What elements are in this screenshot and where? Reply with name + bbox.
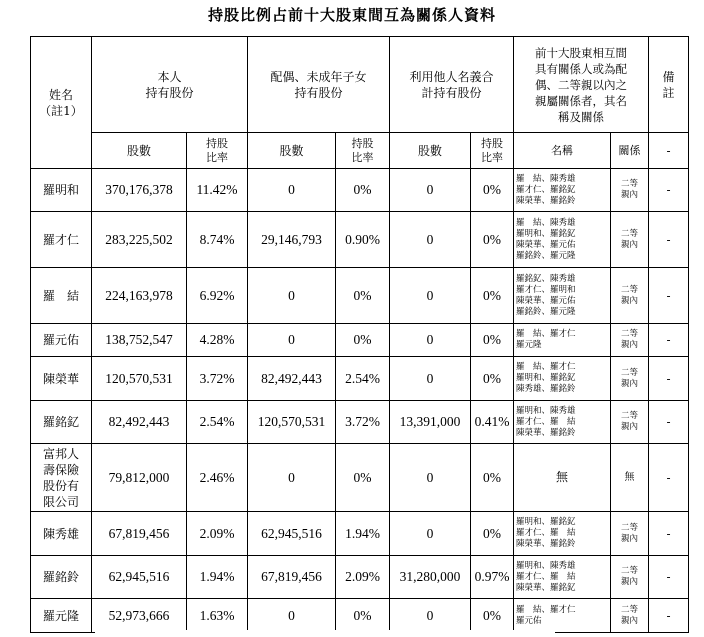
self-ratio: 4.28%: [187, 324, 248, 357]
remark: -: [649, 169, 689, 212]
remark: -: [649, 401, 689, 444]
remark: -: [649, 212, 689, 268]
related-names: 羅明和、陳秀雄 羅才仁、羅 結 陳榮華、羅銘鈴: [514, 401, 611, 444]
spouse-shares: 0: [248, 599, 336, 633]
spouse-ratio: 3.72%: [336, 401, 390, 444]
remark: -: [649, 512, 689, 556]
relation-type: 二等 親內: [611, 512, 649, 556]
spouse-ratio: 0.90%: [336, 212, 390, 268]
shareholder-name: 羅明和: [31, 169, 92, 212]
spouse-ratio: 2.09%: [336, 556, 390, 599]
shareholder-name: 羅元隆: [31, 599, 92, 633]
nominee-ratio: 0%: [471, 512, 514, 556]
header-self-shares: 股數: [92, 133, 187, 169]
header-nominee-ratio: 持股 比率: [471, 133, 514, 169]
header-spouse: 配偶、未成年子女 持有股份: [248, 37, 390, 133]
relation-type: 二等 親內: [611, 169, 649, 212]
nominee-shares: 0: [390, 444, 471, 512]
self-ratio: 3.72%: [187, 357, 248, 401]
nominee-ratio: 0.41%: [471, 401, 514, 444]
shareholder-name: 陳榮華: [31, 357, 92, 401]
header-nominee-shares: 股數: [390, 133, 471, 169]
nominee-ratio: 0%: [471, 324, 514, 357]
page-bottom-mask: [95, 630, 555, 633]
header-spouse-ratio: 持股 比率: [336, 133, 390, 169]
related-names: 羅 結、羅才仁 羅明和、羅銘釔 陳秀雄、羅銘鈴: [514, 357, 611, 401]
remark: -: [649, 324, 689, 357]
table-row: [31, 268, 689, 324]
spouse-ratio: 0%: [336, 169, 390, 212]
table-row: [31, 169, 689, 212]
self-shares: 62,945,516: [92, 556, 187, 599]
nominee-shares: 0: [390, 512, 471, 556]
nominee-ratio: 0%: [471, 599, 514, 633]
header-nominee: 利用他人名義合 計持有股份: [390, 37, 514, 133]
self-ratio: 2.54%: [187, 401, 248, 444]
nominee-ratio: 0.97%: [471, 556, 514, 599]
nominee-ratio: 0%: [471, 444, 514, 512]
shareholder-name: 羅銘鈴: [31, 556, 92, 599]
related-names: 羅 結、陳秀雄 羅明和、羅銘釔 陳榮華、羅元佑 羅銘鈴、羅元隆: [514, 212, 611, 268]
self-ratio: 6.92%: [187, 268, 248, 324]
self-shares: 138,752,547: [92, 324, 187, 357]
spouse-ratio: 1.94%: [336, 512, 390, 556]
spouse-shares: 0: [248, 444, 336, 512]
nominee-shares: 0: [390, 268, 471, 324]
nominee-shares: 0: [390, 357, 471, 401]
self-shares: 224,163,978: [92, 268, 187, 324]
relation-type: 二等 親內: [611, 357, 649, 401]
spouse-shares: 62,945,516: [248, 512, 336, 556]
header-rel-name: 名稱: [514, 133, 611, 169]
spouse-ratio: 0%: [336, 268, 390, 324]
shareholder-name: 富邦人 壽保險 股份有 限公司: [31, 444, 92, 512]
nominee-ratio: 0%: [471, 212, 514, 268]
table-row: [31, 556, 689, 599]
relation-type: 二等 親內: [611, 324, 649, 357]
nominee-shares: 0: [390, 599, 471, 633]
table-row: [31, 357, 689, 401]
spouse-shares: 0: [248, 169, 336, 212]
relation-type: 二等 親內: [611, 212, 649, 268]
relation-type: 無: [611, 444, 649, 512]
nominee-ratio: 0%: [471, 357, 514, 401]
related-names: 羅 結、陳秀雄 羅才仁、羅銘釔 陳榮華、羅銘鈴: [514, 169, 611, 212]
related-names: 羅明和、陳秀雄 羅才仁、羅 結 陳榮華、羅銘釔: [514, 556, 611, 599]
spouse-shares: 82,492,443: [248, 357, 336, 401]
self-shares: 120,570,531: [92, 357, 187, 401]
shareholder-table: [30, 36, 689, 633]
remark: -: [649, 268, 689, 324]
spouse-ratio: 0%: [336, 324, 390, 357]
self-shares: 79,812,000: [92, 444, 187, 512]
shareholder-name: 陳秀雄: [31, 512, 92, 556]
spouse-ratio: 0%: [336, 599, 390, 633]
page-title: 持股比例占前十大股東間互為關係人資料: [207, 6, 496, 24]
self-ratio: 1.63%: [187, 599, 248, 633]
self-ratio: 1.94%: [187, 556, 248, 599]
nominee-ratio: 0%: [471, 268, 514, 324]
related-names: 羅 結、羅才仁 羅元佑: [514, 599, 611, 633]
shareholder-name: 羅 結: [31, 268, 92, 324]
relation-type: 二等 親內: [611, 556, 649, 599]
spouse-shares: 0: [248, 268, 336, 324]
spouse-shares: 120,570,531: [248, 401, 336, 444]
self-ratio: 11.42%: [187, 169, 248, 212]
remark: -: [649, 444, 689, 512]
spouse-ratio: 0%: [336, 444, 390, 512]
self-shares: 370,176,378: [92, 169, 187, 212]
remark: -: [649, 599, 689, 633]
header-self-ratio: 持股 比率: [187, 133, 248, 169]
header-spouse-shares: 股數: [248, 133, 336, 169]
relation-type: 二等 親內: [611, 401, 649, 444]
self-ratio: 2.09%: [187, 512, 248, 556]
self-ratio: 8.74%: [187, 212, 248, 268]
relation-type: 二等 親內: [611, 599, 649, 633]
related-names: 羅 結、羅才仁 羅元隆: [514, 324, 611, 357]
remark: -: [649, 357, 689, 401]
table-row: [31, 599, 689, 633]
header-remark: 備 註: [649, 37, 689, 133]
table-row: [31, 444, 689, 512]
shareholder-name: 羅銘釔: [31, 401, 92, 444]
related-names: 羅明和、羅銘釔 羅才仁、羅 結 陳榮華、羅銘鈴: [514, 512, 611, 556]
spouse-shares: 67,819,456: [248, 556, 336, 599]
table-row: [31, 401, 689, 444]
nominee-ratio: 0%: [471, 169, 514, 212]
shareholder-name: 羅元佑: [31, 324, 92, 357]
header-related: 前十大股東相互間 具有關係人或為配 偶、二等親以內之 親屬關係者，其名 稱及關係: [514, 37, 649, 133]
related-names: 無: [514, 444, 611, 512]
header-remark-dash: -: [649, 133, 689, 169]
nominee-shares: 13,391,000: [390, 401, 471, 444]
table-row: [31, 512, 689, 556]
header-name: 姓名 （註1）: [31, 37, 92, 169]
nominee-shares: 0: [390, 324, 471, 357]
table-row: [31, 212, 689, 268]
related-names: 羅銘釔、陳秀雄 羅才仁、羅明和 陳榮華、羅元佑 羅銘鈴、羅元隆: [514, 268, 611, 324]
remark: -: [649, 556, 689, 599]
header-self: 本人 持有股份: [92, 37, 248, 133]
spouse-shares: 0: [248, 324, 336, 357]
nominee-shares: 0: [390, 212, 471, 268]
self-ratio: 2.46%: [187, 444, 248, 512]
shareholder-name: 羅才仁: [31, 212, 92, 268]
self-shares: 52,973,666: [92, 599, 187, 633]
spouse-ratio: 2.54%: [336, 357, 390, 401]
table-row: [31, 324, 689, 357]
nominee-shares: 0: [390, 169, 471, 212]
nominee-shares: 31,280,000: [390, 556, 471, 599]
self-shares: 82,492,443: [92, 401, 187, 444]
spouse-shares: 29,146,793: [248, 212, 336, 268]
self-shares: 283,225,502: [92, 212, 187, 268]
self-shares: 67,819,456: [92, 512, 187, 556]
header-rel-type: 關係: [611, 133, 649, 169]
relation-type: 二等 親內: [611, 268, 649, 324]
